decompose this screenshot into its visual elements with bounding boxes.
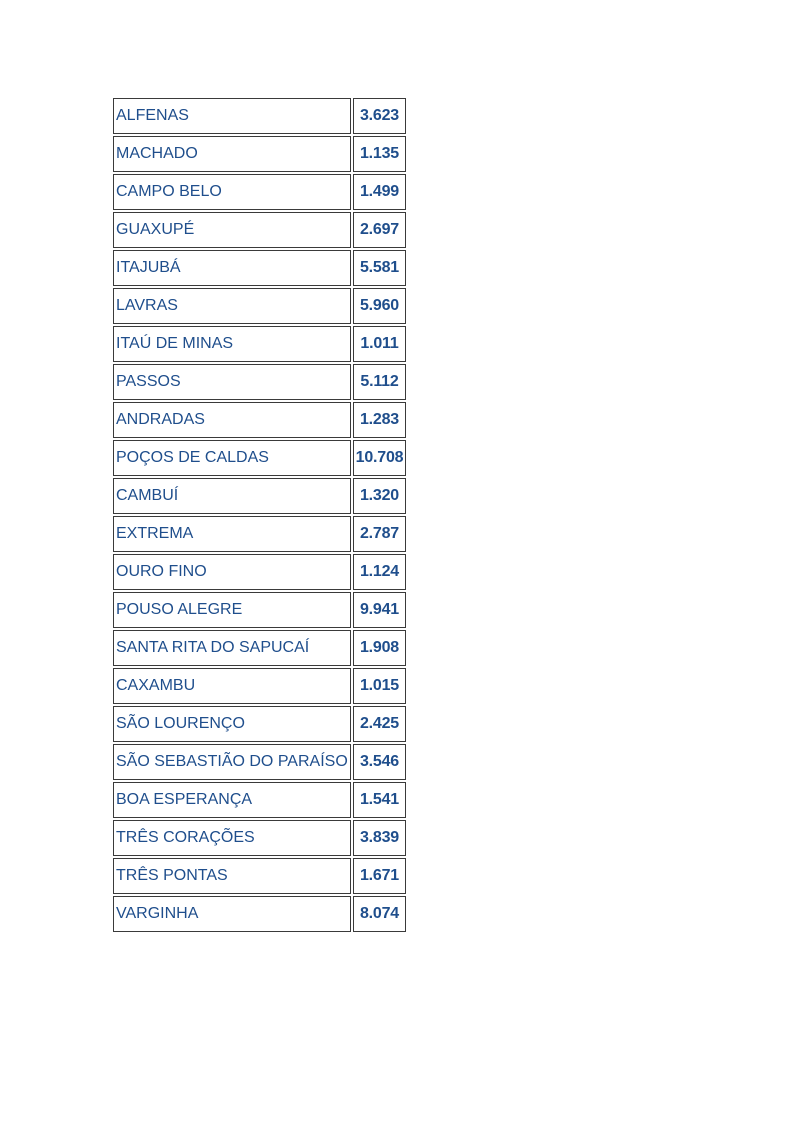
city-name-cell: POÇOS DE CALDAS — [113, 440, 351, 476]
city-name-cell: SANTA RITA DO SAPUCAÍ — [113, 630, 351, 666]
value-cell: 1.015 — [353, 668, 406, 704]
city-name-cell: CAMPO BELO — [113, 174, 351, 210]
city-name-cell: ITAÚ DE MINAS — [113, 326, 351, 362]
table-row — [113, 668, 406, 704]
table-row — [113, 630, 406, 666]
table-row — [113, 516, 406, 552]
table-body — [113, 98, 406, 932]
value-cell: 3.623 — [353, 98, 406, 134]
value-cell: 2.787 — [353, 516, 406, 552]
value-cell: 9.941 — [353, 592, 406, 628]
city-name-cell: BOA ESPERANÇA — [113, 782, 351, 818]
table-row — [113, 402, 406, 438]
table-row — [113, 326, 406, 362]
city-name-cell: VARGINHA — [113, 896, 351, 932]
value-cell: 1.320 — [353, 478, 406, 514]
table-row — [113, 288, 406, 324]
table-row — [113, 136, 406, 172]
value-cell: 1.671 — [353, 858, 406, 894]
value-cell: 3.839 — [353, 820, 406, 856]
value-cell: 8.074 — [353, 896, 406, 932]
city-name-cell: MACHADO — [113, 136, 351, 172]
value-cell: 10.708 — [353, 440, 406, 476]
table-row — [113, 858, 406, 894]
table-row — [113, 592, 406, 628]
value-cell: 1.541 — [353, 782, 406, 818]
table-row — [113, 212, 406, 248]
value-cell: 5.112 — [353, 364, 406, 400]
value-cell: 1.283 — [353, 402, 406, 438]
table-row — [113, 896, 406, 932]
value-cell: 3.546 — [353, 744, 406, 780]
value-cell: 1.135 — [353, 136, 406, 172]
city-name-cell: CAMBUÍ — [113, 478, 351, 514]
city-name-cell: ALFENAS — [113, 98, 351, 134]
city-name-cell: ITAJUBÁ — [113, 250, 351, 286]
city-name-cell: GUAXUPÉ — [113, 212, 351, 248]
table-row — [113, 440, 406, 476]
value-cell: 1.011 — [353, 326, 406, 362]
table-row — [113, 174, 406, 210]
table-row — [113, 478, 406, 514]
value-cell: 2.425 — [353, 706, 406, 742]
city-name-cell: CAXAMBU — [113, 668, 351, 704]
city-name-cell: SÃO LOURENÇO — [113, 706, 351, 742]
table-row — [113, 98, 406, 134]
value-cell: 2.697 — [353, 212, 406, 248]
city-name-cell: LAVRAS — [113, 288, 351, 324]
city-name-cell: ANDRADAS — [113, 402, 351, 438]
table-row — [113, 744, 406, 780]
city-name-cell: EXTREMA — [113, 516, 351, 552]
table-row — [113, 364, 406, 400]
city-name-cell: PASSOS — [113, 364, 351, 400]
table-row — [113, 782, 406, 818]
city-name-cell: TRÊS CORAÇÕES — [113, 820, 351, 856]
city-name-cell: TRÊS PONTAS — [113, 858, 351, 894]
value-cell: 5.581 — [353, 250, 406, 286]
value-cell: 5.960 — [353, 288, 406, 324]
city-name-cell: SÃO SEBASTIÃO DO PARAÍSO — [113, 744, 351, 780]
city-name-cell: OURO FINO — [113, 554, 351, 590]
table-row — [113, 250, 406, 286]
city-name-cell: POUSO ALEGRE — [113, 592, 351, 628]
table-row — [113, 554, 406, 590]
value-cell: 1.908 — [353, 630, 406, 666]
table-row — [113, 706, 406, 742]
city-values-table — [111, 96, 408, 934]
value-cell: 1.499 — [353, 174, 406, 210]
value-cell: 1.124 — [353, 554, 406, 590]
table-row — [113, 820, 406, 856]
